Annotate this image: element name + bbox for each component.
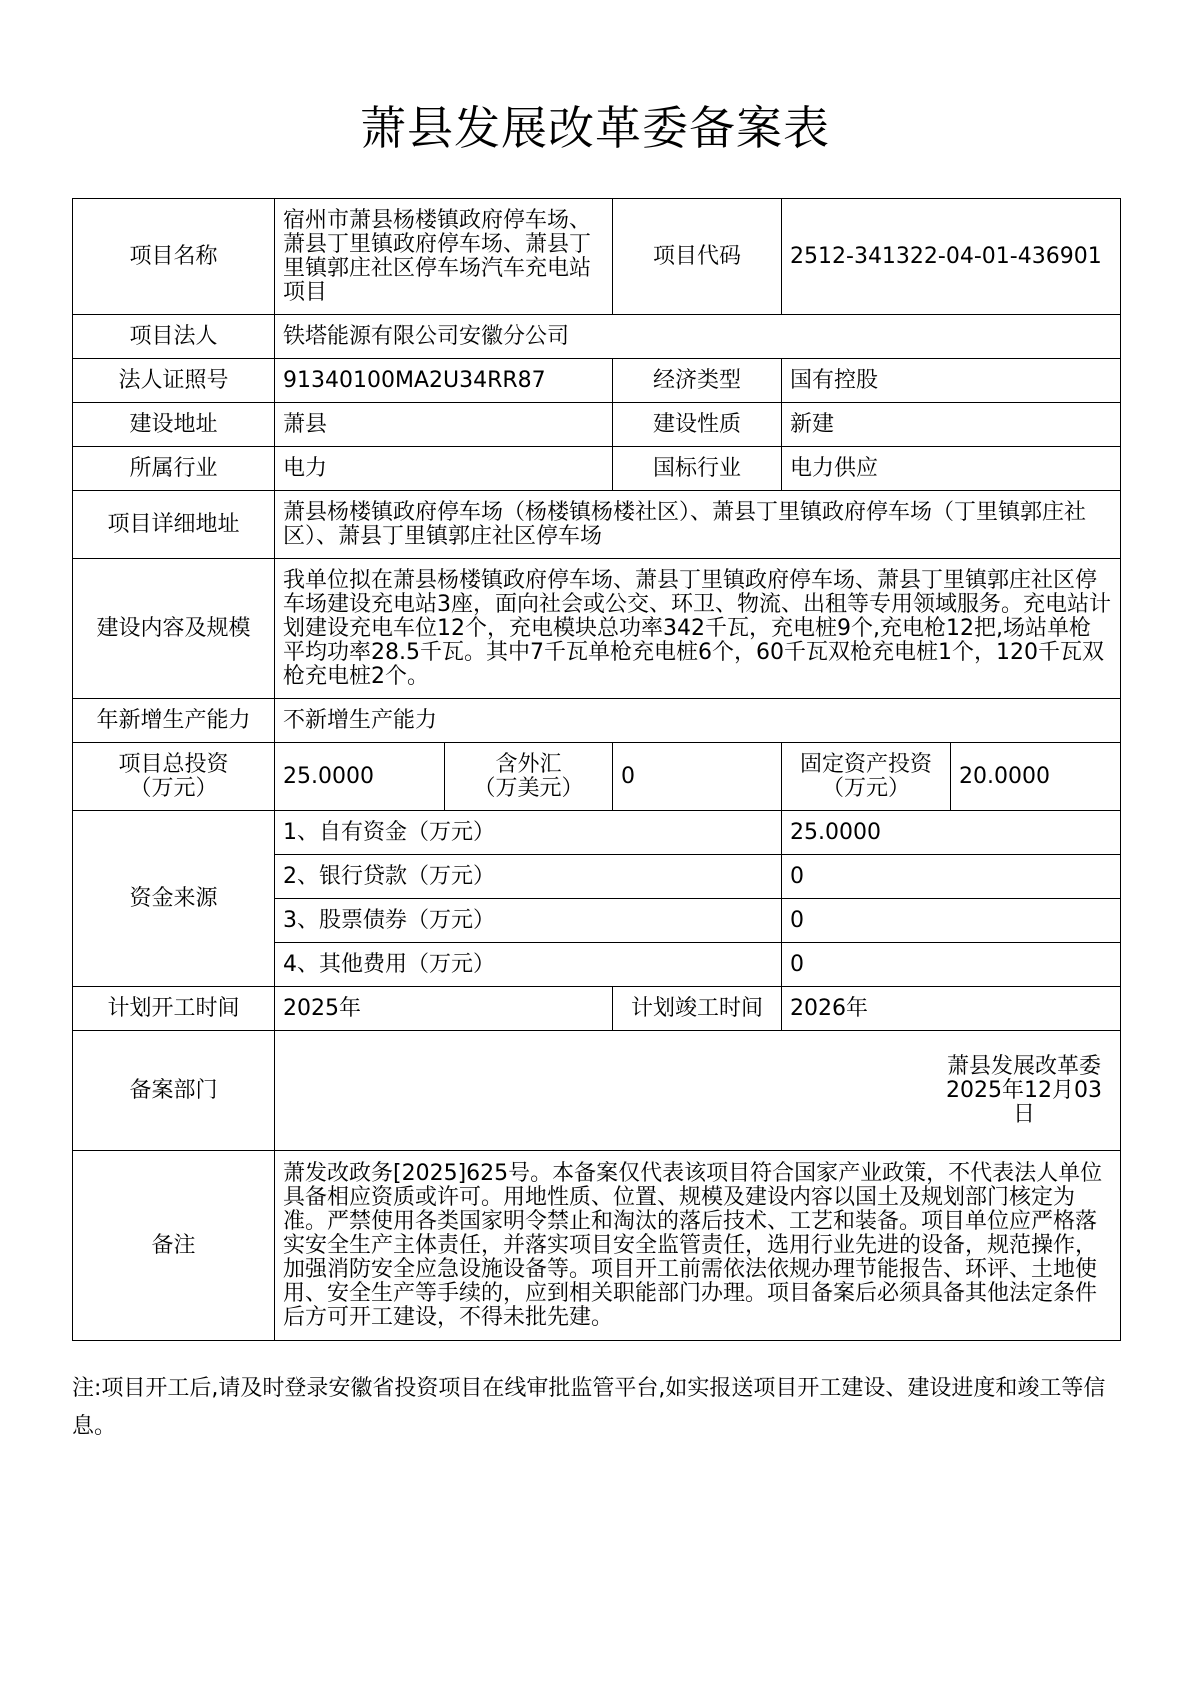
label-fixed-investment: [782, 743, 951, 811]
value-capacity: 不新增生产能力: [275, 699, 1121, 743]
label-funding-other: 4、其他费用（万元）: [275, 943, 782, 987]
row-license: [73, 359, 1121, 403]
label-total-investment-line2: （万元）: [129, 775, 218, 801]
value-construction-content: 我单位拟在萧县杨楼镇政府停车场、萧县丁里镇政府停车场、萧县丁里镇郭庄社区停车场建设充电站3座，面向社会或公交、环卫、物流、出租等专用领域服务。充电站计划建设充电车位12个，充电模块总功率342千瓦，充电桩9个,充电枪12把,场站单枪平均功率28.5千瓦。其中7千瓦单枪充电桩6个，60千瓦双枪充电桩1个，120千瓦双枪充电桩2个。: [275, 559, 1121, 699]
value-funding-loan: 0: [782, 855, 1121, 899]
value-industry: 电力: [275, 447, 613, 491]
row-remarks: [73, 1151, 1121, 1341]
department-date: 2025年12月03日: [946, 1077, 1103, 1127]
value-fixed-investment: 20.0000: [951, 743, 1121, 811]
value-remarks: 萧发改政务[2025]625号。本备案仅代表该项目符合国家产业政策，不代表法人单位具备相应资质或许可。用地性质、位置、规模及建设内容以国土及规划部门核定为准。严禁使用各类国家明令禁止和淘汰的落后技术、工艺和装备。项目单位应严格落实安全生产主体责任，并落实项目安全监管责任，选用行业先进的设备，规范操作，加强消防安全应急设施设备等。项目开工前需依法依规办理节能报告、环评、土地使用、安全生产等手续的，应到相关职能部门办理。项目备案后必须具备其他法定条件后方可开工建设，不得未批先建。: [275, 1151, 1121, 1341]
label-planned-start: 计划开工时间: [73, 987, 275, 1031]
row-investment: [73, 743, 1121, 811]
label-total-investment: [73, 743, 275, 811]
row-schedule: [73, 987, 1121, 1031]
label-fixed-investment-line2: （万元）: [822, 775, 911, 801]
row-project-name: [73, 199, 1121, 315]
label-project-code: 项目代码: [613, 199, 782, 315]
value-planned-start: 2025年: [275, 987, 613, 1031]
value-construction-nature: 新建: [782, 403, 1121, 447]
label-department: 备案部门: [73, 1031, 275, 1151]
label-funding-loan: 2、银行贷款（万元）: [275, 855, 782, 899]
value-national-industry: 电力供应: [782, 447, 1121, 491]
label-foreign-exchange-line2: （万美元）: [473, 775, 584, 801]
footnote: 注:项目开工后,请及时登录安徽省投资项目在线审批监管平台,如实报送项目开工建设、建设进度和竣工等信息。: [72, 1376, 1106, 1439]
label-project-name: 项目名称: [73, 199, 275, 315]
row-detail-address: [73, 491, 1121, 559]
label-industry: 所属行业: [73, 447, 275, 491]
row-legal-person: [73, 315, 1121, 359]
row-department: [73, 1031, 1121, 1151]
label-capacity: 年新增生产能力: [73, 699, 275, 743]
label-foreign-exchange-line1: 含外汇: [495, 751, 562, 777]
label-funding-stocks: 3、股票债券（万元）: [275, 899, 782, 943]
filing-form-table: [72, 198, 1121, 1341]
label-fixed-investment-line1: 固定资产投资: [800, 751, 933, 777]
value-address: 萧县: [275, 403, 613, 447]
value-funding-other: 0: [782, 943, 1121, 987]
value-legal-person: 铁塔能源有限公司安徽分公司: [275, 315, 1121, 359]
department-name: 萧县发展改革委: [947, 1053, 1102, 1079]
label-construction-nature: 建设性质: [613, 403, 782, 447]
label-remarks: 备注: [73, 1151, 275, 1341]
value-project-code: 2512-341322-04-01-436901: [782, 199, 1121, 315]
value-department: [275, 1031, 1121, 1151]
value-foreign-exchange: 0: [613, 743, 782, 811]
label-national-industry: 国标行业: [613, 447, 782, 491]
value-economic-type: 国有控股: [782, 359, 1121, 403]
label-economic-type: 经济类型: [613, 359, 782, 403]
label-planned-completion: 计划竣工时间: [613, 987, 782, 1031]
value-funding-stocks: 0: [782, 899, 1121, 943]
row-industry: [73, 447, 1121, 491]
label-funding-own: 1、自有资金（万元）: [275, 811, 782, 855]
value-planned-completion: 2026年: [782, 987, 1121, 1031]
label-total-investment-line1: 项目总投资: [118, 751, 229, 777]
value-project-name: 宿州市萧县杨楼镇政府停车场、萧县丁里镇政府停车场、萧县丁里镇郭庄社区停车场汽车充电站项目: [275, 199, 613, 315]
label-foreign-exchange: [445, 743, 613, 811]
label-funding-source: 资金来源: [73, 811, 275, 987]
row-funding-own: [73, 811, 1121, 855]
value-total-investment: 25.0000: [275, 743, 445, 811]
value-detail-address: 萧县杨楼镇政府停车场（杨楼镇杨楼社区）、萧县丁里镇政府停车场（丁里镇郭庄社区）、萧县丁里镇郭庄社区停车场: [275, 491, 1121, 559]
label-legal-person: 项目法人: [73, 315, 275, 359]
row-capacity: [73, 699, 1121, 743]
document-title: 萧县发展改革委备案表: [360, 101, 830, 155]
label-detail-address: 项目详细地址: [73, 491, 275, 559]
label-address: 建设地址: [73, 403, 275, 447]
value-funding-own: 25.0000: [782, 811, 1121, 855]
label-construction-content: 建设内容及规模: [73, 559, 275, 699]
row-address: [73, 403, 1121, 447]
value-license: 91340100MA2U34RR87: [275, 359, 613, 403]
label-license: 法人证照号: [73, 359, 275, 403]
row-construction-content: [73, 559, 1121, 699]
